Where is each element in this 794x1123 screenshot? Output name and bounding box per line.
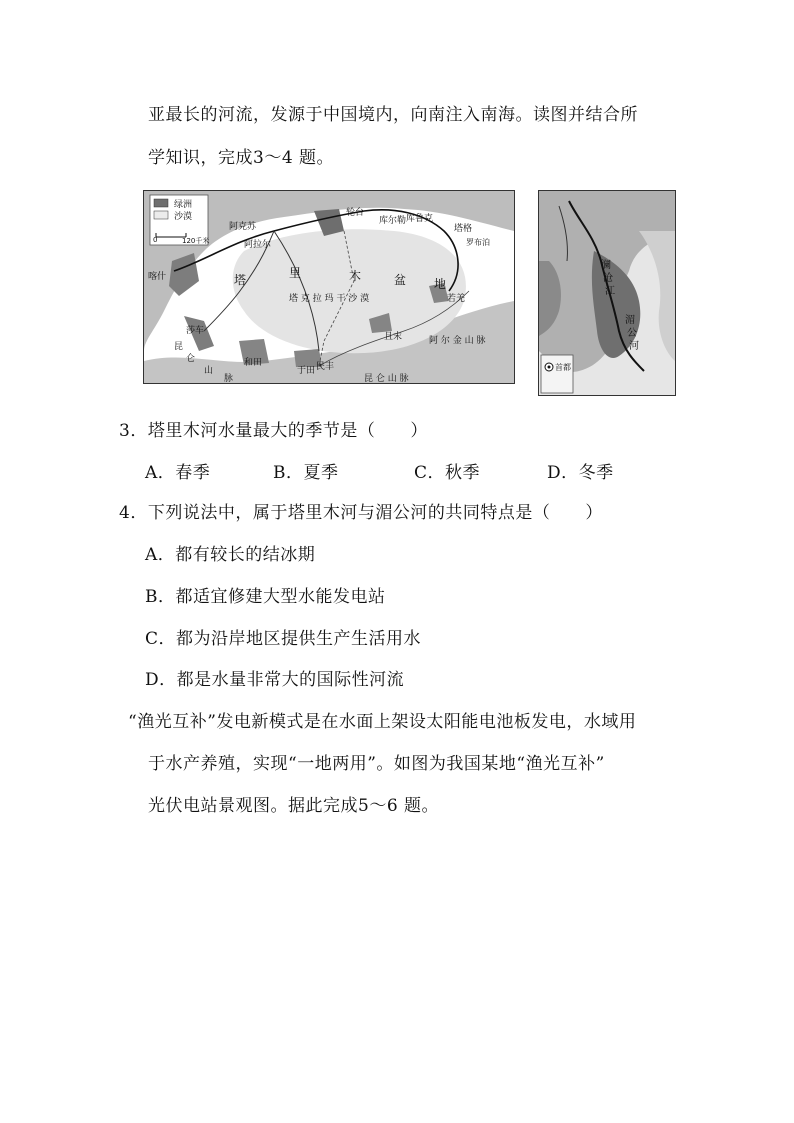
region-kunlun-b: 昆 仑 山 脉	[364, 374, 409, 384]
scale-zero: 0	[153, 236, 158, 244]
region-basin-4: 盆	[394, 273, 407, 287]
place-kashi: 喀什	[148, 272, 167, 282]
region-kunlun-a-2: 仑	[186, 354, 196, 364]
place-kuluke: 库鲁克	[406, 214, 434, 224]
passage2-line-3: 光伏电站景观图。据此完成5～6 题。	[148, 796, 440, 816]
region-kunlun-a-4: 脉	[224, 374, 234, 384]
question-4-option-a: A．都有较长的结冰期	[145, 545, 316, 565]
river-lancang-2: 沧	[603, 273, 613, 284]
place-kuerle: 库尔勒	[379, 216, 407, 226]
question-3-stem: 3．塔里木河水量最大的季节是（ ）	[119, 421, 428, 441]
region-desert: 塔 克 拉 玛 干 沙 漠	[289, 294, 370, 304]
place-minfeng: 民丰	[316, 362, 335, 372]
question-4-stem: 4．下列说法中，属于塔里木河与湄公河的共同特点是（ ）	[119, 503, 603, 523]
river-lancang-1: 澜	[601, 260, 611, 271]
region-kunlun-a-1: 昆	[174, 342, 184, 352]
river-mekong-2: 公	[627, 328, 637, 339]
region-basin-5: 地	[434, 277, 447, 291]
region-kunlun-a-3: 山	[204, 366, 214, 376]
place-luobupo: 罗布泊	[466, 238, 490, 247]
river-lancang-3: 江	[605, 286, 615, 297]
region-basin-3: 木	[349, 269, 362, 283]
passage2-line-1: “渔光互补”发电新模式是在水面上架设太阳能电池板发电，水域用	[128, 712, 637, 732]
place-akesu: 阿克苏	[229, 222, 257, 232]
question-4-option-c: C．都为沿岸地区提供生产生活用水	[145, 629, 422, 649]
place-alaer: 阿拉尔	[244, 240, 272, 250]
passage2-line-2: 于水产养殖，实现“一地两用”。如图为我国某地“渔光互补”	[148, 754, 605, 774]
mekong-map	[538, 190, 676, 396]
place-yutian: 于田	[297, 366, 316, 376]
question-3-option-c: C．秋季	[414, 463, 481, 483]
legend-capital-label: 首都	[555, 363, 571, 372]
place-shache: 莎车	[186, 326, 205, 336]
question-3-option-d: D．冬季	[547, 463, 614, 483]
river-mekong-3: 河	[629, 341, 639, 352]
question-3-option-b: B．夏季	[273, 463, 339, 483]
legend-oasis-label: 绿洲	[174, 200, 193, 210]
place-ruoqiang: 若羌	[447, 294, 466, 304]
place-taga: 塔格	[454, 224, 473, 234]
scale-label: 120千米	[182, 237, 210, 245]
region-basin-2: 里	[289, 266, 302, 280]
question-3-option-a: A．春季	[145, 463, 211, 483]
intro-line-2: 学知识，完成3～4 题。	[148, 148, 335, 168]
place-luntai: 轮台	[346, 208, 365, 218]
region-basin-1: 塔	[234, 273, 247, 287]
legend-desert-label: 沙漠	[174, 212, 193, 222]
river-mekong-1: 湄	[625, 315, 635, 326]
intro-line-1: 亚最长的河流，发源于中国境内，向南注入南海。读图并结合所	[148, 105, 638, 125]
place-qiemo: 且末	[384, 332, 403, 342]
tarim-basin-map-graphic	[144, 191, 514, 383]
place-hetian: 和田	[244, 358, 263, 368]
tarim-basin-map	[143, 190, 515, 384]
question-4-option-d: D．都是水量非常大的国际性河流	[145, 670, 405, 690]
region-altun: 阿 尔 金 山 脉	[429, 336, 486, 346]
question-4-option-b: B．都适宜修建大型水能发电站	[145, 587, 386, 607]
